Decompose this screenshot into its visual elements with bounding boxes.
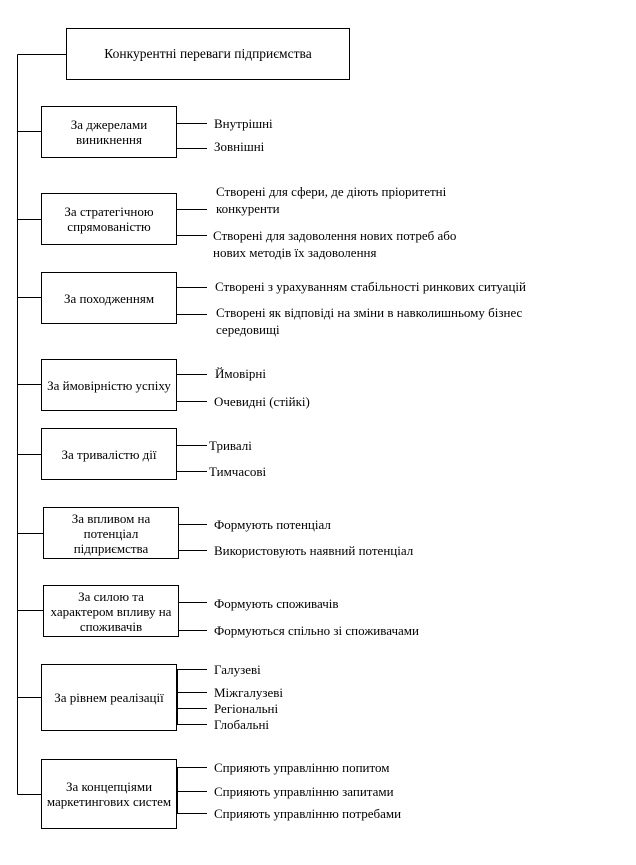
group-box-strategic: За стратегічною спрямованістю	[41, 193, 177, 245]
item-label: Сприяють управлінню запитами	[214, 784, 394, 799]
item-label: Галузеві	[214, 662, 261, 677]
item-label: Глобальні	[214, 717, 270, 732]
item-label: Зовнішні	[214, 139, 265, 154]
item-label: Внутрішні	[214, 116, 273, 131]
group-box-marketing: За концепціями маркетингових систем	[41, 759, 177, 829]
diagram-title: Конкурентні переваги підприємства	[66, 28, 350, 80]
group-box-potential: За впливом на потенціал підприємства	[43, 507, 179, 559]
item-label: Створені з урахуванням стабільності ринкових ситуацій	[215, 279, 526, 294]
item-label: Використовують наявний потенціал	[214, 543, 414, 558]
item-label: Створені як відповіді на зміни в навколишньому бізнес середовищі	[216, 305, 523, 337]
item-label: Формують потенціал	[214, 517, 331, 532]
group-box-probability: За ймовірністю успіху	[41, 359, 177, 411]
item-label: Очевидні (стійкі)	[214, 394, 310, 409]
item-label: Ймовірні	[215, 366, 266, 381]
item-label: Тривалі	[209, 438, 252, 453]
item-label: Створені для задоволення нових потреб або нових методів їх задоволення	[213, 228, 457, 260]
item-label: Тимчасові	[209, 464, 267, 479]
item-label: Створені для сфери, де діють пріоритетні конкуренти	[216, 184, 447, 216]
group-box-level: За рівнем реалізації	[41, 664, 177, 731]
item-label: Сприяють управлінню попитом	[214, 760, 390, 775]
group-box-sources: За джерелами виникнення	[41, 106, 177, 158]
item-label: Міжгалузеві	[214, 685, 284, 700]
item-label: Регіональні	[214, 701, 279, 716]
item-label: Формують споживачів	[214, 596, 339, 611]
group-box-origin: За походженням	[41, 272, 177, 324]
group-box-duration: За тривалістю дії	[41, 428, 177, 480]
item-label: Формуються спільно зі споживачами	[214, 623, 419, 638]
item-label: Сприяють управлінню потребами	[214, 806, 402, 821]
group-box-consumers: За силою та характером впливу на споживачів	[43, 585, 179, 637]
